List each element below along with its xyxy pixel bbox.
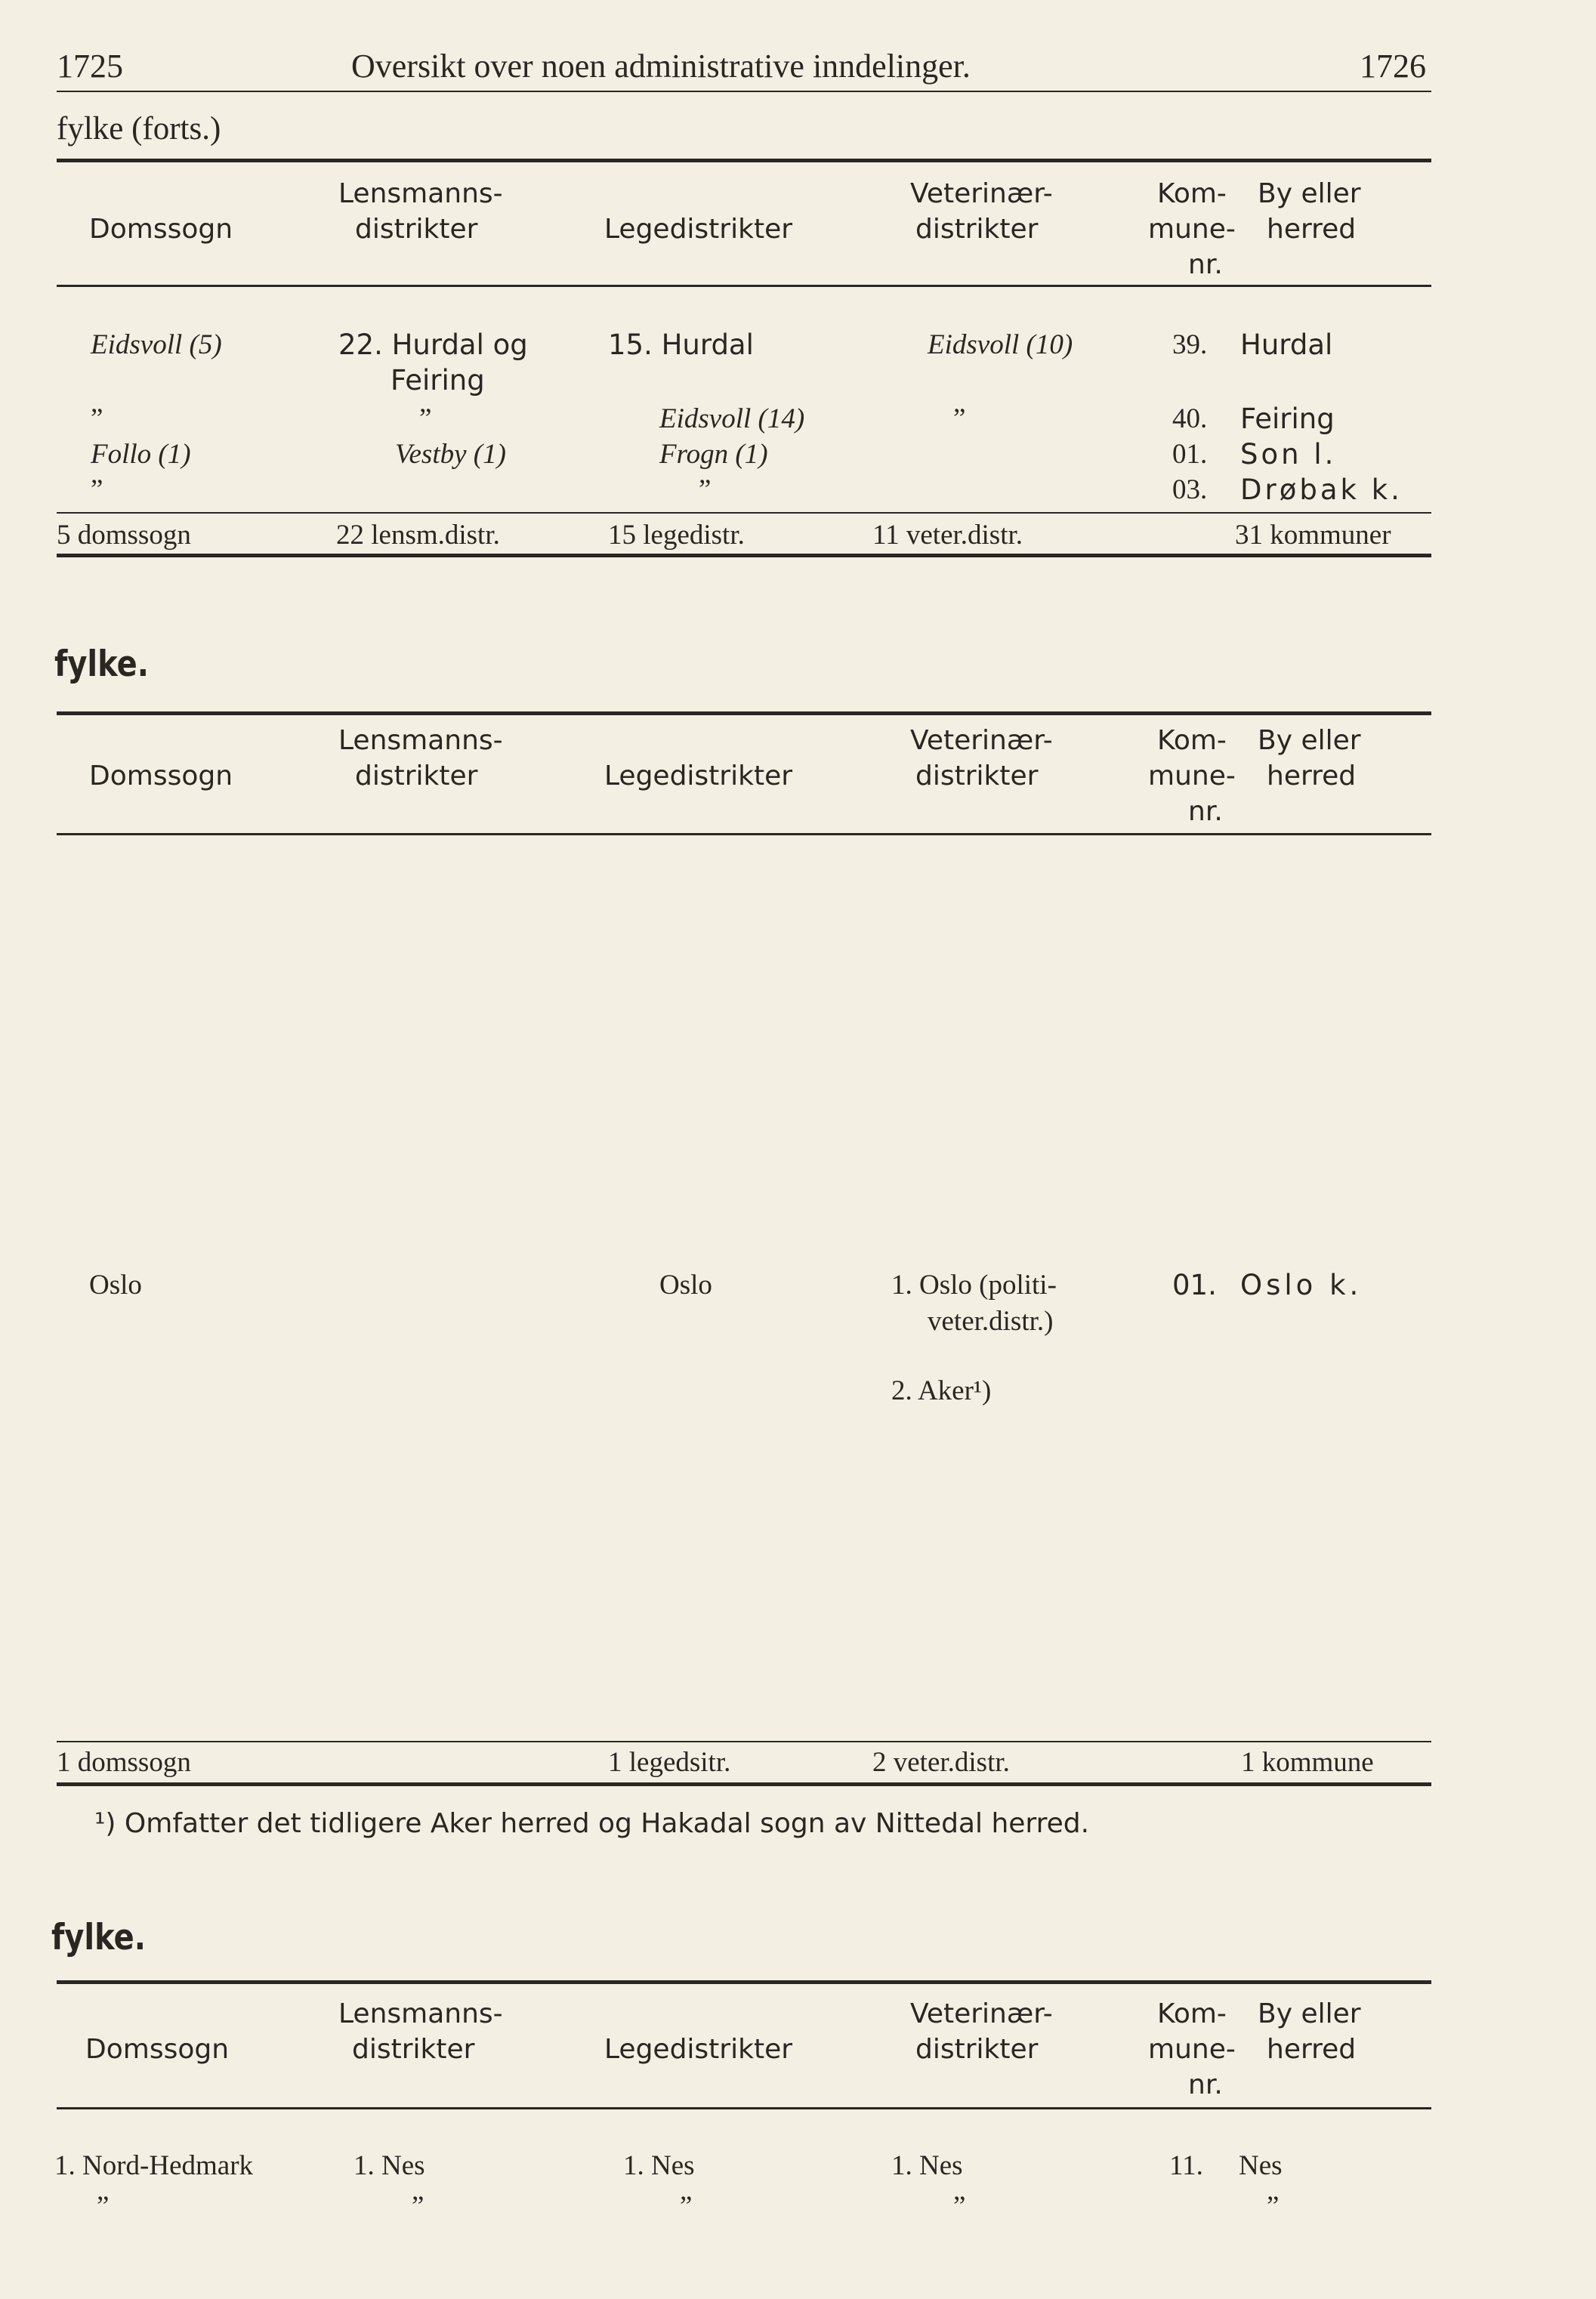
s3-col-lensmanns-2: distrikter [352, 2034, 475, 2065]
s1-col-komm-1: Kom- [1157, 178, 1227, 209]
page-number-right: 1726 [1360, 48, 1426, 85]
section2-totals-top-rule [57, 1741, 1431, 1742]
running-title: Oversikt over noen administrative inndelinger. [351, 48, 971, 85]
s2-col-lensmanns-1: Lensmanns- [338, 725, 503, 756]
s2-col-lensmanns-2: distrikter [355, 761, 478, 792]
s2-r1-vet-2: 2. Aker¹) [891, 1375, 992, 1406]
s1-col-lensmanns-1: Lensmanns- [338, 178, 503, 209]
s1-r3-lens: Vestby (1) [395, 439, 506, 470]
s2-r1-by: Oslo k. [1240, 1269, 1363, 1301]
s1-total-lens: 22 lensm.distr. [336, 520, 500, 551]
s2-r1-domssogn: Oslo [89, 1270, 142, 1301]
s2-footnote: ¹) Omfatter det tidligere Aker herred og Hakadal sogn av Nittedal herred. [94, 1808, 1090, 1839]
s3-col-veterinaer-2: distrikter [915, 2034, 1039, 2065]
s1-r2-lege: Eidsvoll (14) [659, 403, 805, 434]
s1-r3-nr: 01. [1172, 439, 1208, 470]
s1-r1-lens: 22. Hurdal og [338, 329, 528, 361]
section2-header-rule [57, 833, 1431, 835]
s1-r1-vet: Eidsvoll (10) [928, 329, 1073, 360]
section3-header-rule [57, 2107, 1431, 2109]
s3-col-komm-2: mune- [1148, 2034, 1236, 2065]
s1-r1-lens-2: Feiring [391, 364, 485, 397]
section1-top-rule [57, 159, 1431, 162]
s1-r1-by: Hurdal [1240, 329, 1333, 361]
s1-r2-by: Feiring [1240, 403, 1335, 435]
s2-r1-vet-1: 1. Oslo (politi- [891, 1270, 1057, 1301]
s1-r3-by: Son l. [1240, 438, 1337, 471]
s1-total-vet: 11 veter.distr. [872, 520, 1023, 551]
s2-r1-nr: 01. [1172, 1269, 1217, 1301]
s3-r1-by: Nes [1239, 2150, 1283, 2181]
s1-col-veterinaer-2: distrikter [915, 214, 1039, 245]
s3-col-lensmanns-1: Lensmanns- [338, 1998, 503, 2029]
s2-col-komm-3: nr. [1188, 796, 1223, 827]
s3-r1-vet: 1. Nes [891, 2150, 963, 2181]
s2-total-domssogn: 1 domssogn [57, 1747, 191, 1778]
s3-r2-by: ” [1267, 2191, 1280, 2222]
s1-col-legedistrikter: Legedistrikter [604, 214, 793, 245]
s1-col-veterinaer-1: Veterinær- [910, 178, 1053, 209]
s2-total-komm: 1 kommune [1241, 1747, 1374, 1778]
s2-col-veterinaer-2: distrikter [915, 761, 1039, 792]
s2-col-by-1: By eller [1258, 725, 1361, 756]
section2-bottom-rule [57, 1782, 1431, 1786]
s1-col-domssogn: Domssogn [89, 214, 233, 245]
section3-top-rule [57, 1980, 1431, 1984]
s3-r1-nr: 11. [1169, 2150, 1203, 2181]
s1-r2-vet: ” [953, 403, 966, 434]
s3-r2-lege: ” [680, 2191, 693, 2222]
s2-total-vet: 2 veter.distr. [872, 1747, 1010, 1778]
s3-r1-domssogn: 1. Nord-Hedmark [54, 2150, 254, 2181]
s3-col-komm-1: Kom- [1157, 1998, 1227, 2029]
s3-col-legedistrikter: Legedistrikter [604, 2034, 793, 2065]
s2-col-legedistrikter: Legedistrikter [604, 761, 793, 792]
section1-totals-top-rule [57, 512, 1431, 514]
s2-col-by-2: herred [1267, 761, 1357, 792]
section1-header-rule [57, 285, 1431, 287]
s1-r4-by: Drøbak k. [1240, 474, 1403, 506]
s1-col-komm-3: nr. [1188, 249, 1223, 280]
s1-r4-lege: ” [699, 474, 712, 505]
section3-title: fylke. [51, 1917, 146, 1958]
s3-r2-vet: ” [953, 2191, 966, 2222]
s1-total-domssogn: 5 domssogn [57, 520, 191, 551]
s2-col-komm-1: Kom- [1157, 725, 1227, 756]
s3-r1-lege: 1. Nes [623, 2150, 695, 2181]
s1-r3-lege: Frogn (1) [659, 439, 768, 470]
s1-r4-nr: 03. [1172, 474, 1208, 505]
s1-r1-domssogn: Eidsvoll (5) [91, 329, 222, 360]
s3-r1-lens: 1. Nes [353, 2150, 425, 2181]
s2-col-domssogn: Domssogn [89, 761, 233, 792]
section2-top-rule [57, 711, 1431, 715]
s1-total-lege: 15 legedistr. [608, 520, 745, 551]
page-number-left: 1725 [57, 48, 123, 85]
section1-bottom-rule [57, 554, 1431, 557]
s1-col-komm-2: mune- [1148, 214, 1236, 245]
s2-total-lege: 1 legedsitr. [608, 1747, 731, 1778]
s1-col-by-2: herred [1267, 214, 1357, 245]
s1-r1-lege: 15. Hurdal [608, 329, 754, 361]
s2-r1-vet-1b: veter.distr.) [928, 1306, 1054, 1337]
s3-col-veterinaer-1: Veterinær- [910, 1998, 1053, 2029]
section1-title: fylke (forts.) [57, 111, 221, 147]
section2-title: fylke. [54, 643, 149, 685]
s1-r3-domssogn: Follo (1) [91, 439, 191, 470]
s1-r1-nr: 39. [1172, 329, 1208, 360]
s1-col-lensmanns-2: distrikter [355, 214, 478, 245]
s1-r2-nr: 40. [1172, 403, 1208, 434]
s1-r4-domssogn: ” [91, 474, 103, 505]
s3-col-komm-3: nr. [1188, 2069, 1223, 2100]
s1-col-by-1: By eller [1258, 178, 1361, 209]
s2-col-komm-2: mune- [1148, 761, 1236, 792]
s3-r2-domssogn: ” [97, 2191, 110, 2222]
s2-r1-lege: Oslo [659, 1270, 712, 1301]
s3-col-domssogn: Domssogn [85, 2034, 230, 2065]
s3-col-by-2: herred [1267, 2034, 1357, 2065]
s1-r2-lens: ” [419, 403, 432, 434]
s3-col-by-1: By eller [1258, 1998, 1361, 2029]
s1-total-komm: 31 kommuner [1235, 520, 1391, 551]
s2-col-veterinaer-1: Veterinær- [910, 725, 1053, 756]
s3-r2-lens: ” [412, 2191, 424, 2222]
s1-r2-domssogn: ” [91, 403, 103, 434]
header-rule [57, 91, 1431, 92]
